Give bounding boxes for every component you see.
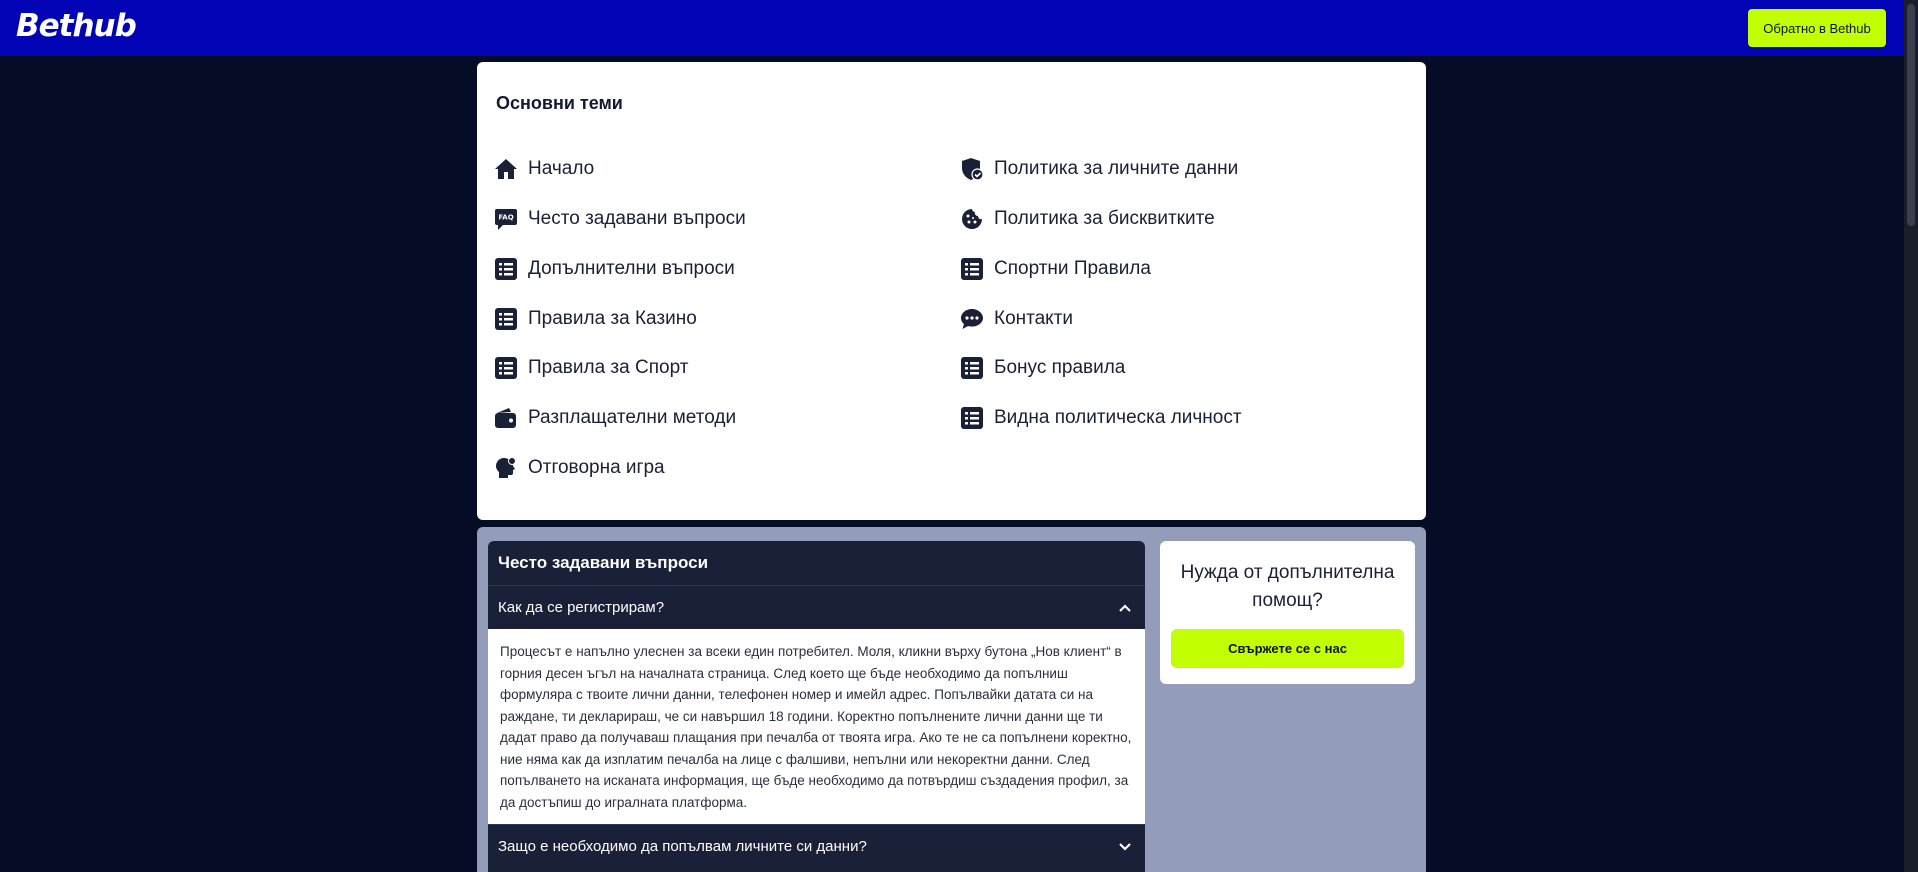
top-bar	[0, 0, 1904, 56]
list-icon	[960, 406, 984, 430]
main-topics-card	[477, 62, 1426, 520]
chevron-up-icon	[1117, 600, 1133, 616]
page-scrollbar[interactable]	[1904, 0, 1918, 872]
scrollbar-thumb[interactable]	[1907, 4, 1915, 226]
topic-privacy-policy[interactable]	[960, 157, 1238, 181]
topic-label: Контакти	[994, 308, 1074, 329]
topic-label: Отговорна игра	[528, 457, 665, 478]
bethub-logo[interactable]: Bethub	[16, 8, 136, 44]
topic-label: Политика за личните данни	[994, 158, 1239, 179]
topic-label: Допълнителни въпроси	[528, 258, 735, 279]
topic-label: Правила за Спорт	[528, 357, 689, 378]
faq-question-personal-data[interactable]	[488, 824, 1145, 868]
topic-label: Начало	[528, 158, 595, 179]
topic-label: Видна политическа личност	[994, 407, 1242, 428]
head-icon	[494, 456, 518, 480]
list-icon	[494, 356, 518, 380]
faq-question-text: Защо е необходимо да попълвам личните си данни?	[498, 838, 867, 855]
help-card	[1160, 541, 1415, 684]
cookie-icon	[960, 207, 984, 231]
back-to-bethub-button[interactable]: Обратно в Bethub	[1748, 9, 1886, 47]
faq-answer-register: Процесът е напълно улеснен за всеки един потребител. Моля, кликни върху бутона „Нов клиент“ в горния десен ъгъл на началната страница. След което ще бъде необходимо да попълниш формуляра с твоите лични данни, телефонен номер и имейл адрес. Попълвайки датата си на раждане, ти декларираш, че си навършил 18 години. Коректно попълнените лични данни ще ти дадат право да получаваш плащания при печалба от твоята игра. Ако те не са попълнени коректно, ние няма как да изплатим печалба на лице с фалшиви, непълни или некоректни данни. След попълването на исканата информация, ще бъде необходимо да потвърдиш създадения профил, за да достъпиш до игралната платформа.	[488, 629, 1145, 824]
list-icon	[960, 257, 984, 281]
shield-check-icon	[960, 157, 984, 181]
topic-faq[interactable]	[494, 207, 746, 231]
topic-home[interactable]	[494, 157, 594, 181]
home-icon	[494, 157, 518, 181]
topic-pep[interactable]	[960, 406, 1242, 430]
topic-contacts[interactable]	[960, 307, 1073, 331]
wallet-icon	[494, 406, 518, 430]
topic-label: Политика за бисквитките	[994, 208, 1215, 229]
topic-label: Често задавани въпроси	[528, 208, 746, 229]
faq-question-text: Как да се регистрирам?	[498, 599, 665, 616]
topic-label: Правила за Казино	[528, 308, 697, 329]
faq-section	[488, 541, 1145, 872]
faq-title: Често задавани въпроси	[498, 553, 709, 572]
topic-label: Бонус правила	[994, 357, 1126, 378]
topic-sport-rules[interactable]	[494, 356, 688, 380]
help-title: Нужда от допълнителна помощ?	[1180, 562, 1395, 611]
topic-sports-rules[interactable]	[960, 257, 1151, 281]
contact-us-button[interactable]: Свържете се с нас	[1171, 629, 1404, 668]
chevron-down-icon	[1117, 839, 1133, 855]
list-icon	[494, 257, 518, 281]
topic-label: Спортни Правила	[994, 258, 1151, 279]
chat-icon	[960, 307, 984, 331]
topic-responsible-gaming[interactable]	[494, 456, 665, 480]
topic-casino-rules[interactable]	[494, 307, 697, 331]
main-topics-title: Основни теми	[496, 93, 623, 113]
topic-bonus-rules[interactable]	[960, 356, 1125, 380]
faq-question-register[interactable]	[488, 585, 1145, 629]
list-icon	[494, 307, 518, 331]
topic-additional-questions[interactable]	[494, 257, 735, 281]
svg-text:FAQ: FAQ	[498, 213, 514, 222]
topic-label: Разплащателни методи	[528, 407, 737, 428]
list-icon	[960, 356, 984, 380]
faq-icon	[494, 207, 518, 231]
topic-cookie-policy[interactable]	[960, 207, 1215, 231]
topic-payment-methods[interactable]	[494, 406, 736, 430]
